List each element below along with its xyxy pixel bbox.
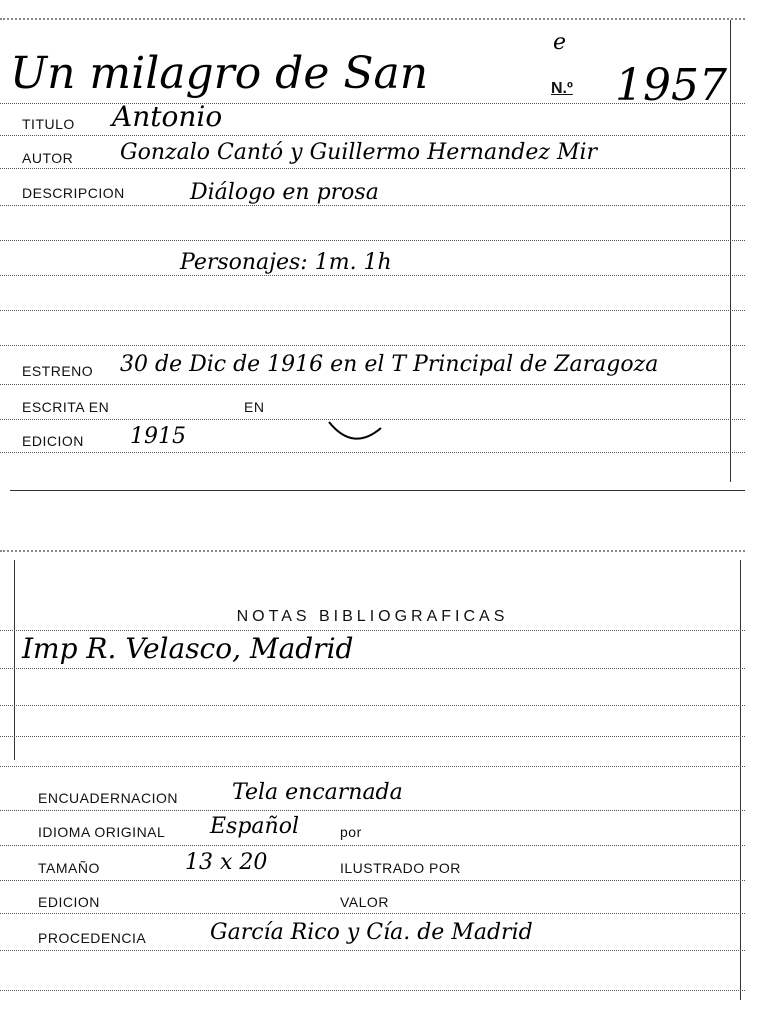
autor-value: Gonzalo Cantó y Guillermo Hernandez Mir — [120, 140, 598, 165]
card-left-edge — [14, 560, 15, 760]
rule — [0, 310, 745, 311]
valor-label: VALOR — [340, 894, 389, 910]
titulo-value: Antonio — [112, 100, 223, 133]
rule — [0, 135, 745, 136]
card-bottom-edge — [10, 490, 745, 491]
card-right-edge — [740, 560, 741, 1000]
superscript-mark: e — [553, 30, 567, 55]
rule — [0, 913, 745, 914]
pen-stroke — [325, 418, 385, 444]
handwritten-title-line: Un milagro de San — [10, 48, 429, 99]
edicion-value: 1915 — [130, 424, 186, 449]
encuadernacion-label: ENCUADERNACION — [38, 790, 179, 806]
descripcion-value: Diálogo en prosa — [190, 180, 379, 205]
encuadernacion-value: Tela encarnada — [232, 780, 403, 805]
por-label: por — [340, 824, 362, 840]
rule — [0, 168, 745, 169]
card-right-edge — [730, 20, 731, 482]
rule — [0, 452, 745, 453]
rule — [0, 384, 745, 385]
rule — [0, 205, 745, 206]
edicion-label: EDICION — [38, 894, 100, 910]
rule — [0, 990, 745, 991]
ilustrado-label: ILUSTRADO POR — [340, 860, 461, 876]
descripcion-label: DESCRIPCION — [22, 185, 125, 201]
personajes-note: Personajes: 1m. 1h — [180, 250, 392, 275]
edicion-label: EDICION — [22, 433, 84, 449]
rule — [0, 240, 745, 241]
en-label: EN — [244, 399, 265, 415]
rule — [0, 345, 745, 346]
card-top-edge — [0, 550, 745, 552]
procedencia-label: PROCEDENCIA — [38, 930, 147, 946]
rule — [0, 630, 745, 631]
idioma-label: IDIOMA ORIGINAL — [38, 824, 166, 840]
rule — [0, 705, 745, 706]
estreno-value: 30 de Dic de 1916 en el T Principal de Zaragoza — [120, 352, 659, 377]
nota-value: Imp R. Velasco, Madrid — [22, 632, 354, 665]
rule — [0, 668, 745, 669]
idioma-value: Español — [210, 814, 299, 839]
rule — [0, 950, 745, 951]
escrita-en-label: ESCRITA EN — [22, 399, 110, 415]
rule — [0, 766, 745, 767]
card-top-edge — [0, 18, 745, 20]
autor-label: AUTOR — [22, 150, 74, 166]
rule — [0, 880, 745, 881]
catalog-card-bottom — [0, 540, 745, 1028]
rule — [0, 275, 745, 276]
catalog-card-top — [0, 0, 745, 492]
rule — [0, 845, 745, 846]
tamano-value: 13 x 20 — [185, 850, 268, 875]
rule — [0, 736, 745, 737]
rule — [0, 810, 745, 811]
tamano-label: TAMAÑO — [38, 860, 100, 876]
card-number: 1957 — [615, 60, 727, 111]
number-label: N.º — [551, 80, 573, 97]
titulo-label: TITULO — [22, 116, 75, 132]
estreno-label: ESTRENO — [22, 363, 94, 379]
notas-heading: NOTAS BIBLIOGRAFICAS — [236, 608, 509, 625]
procedencia-value: García Rico y Cía. de Madrid — [210, 920, 533, 945]
